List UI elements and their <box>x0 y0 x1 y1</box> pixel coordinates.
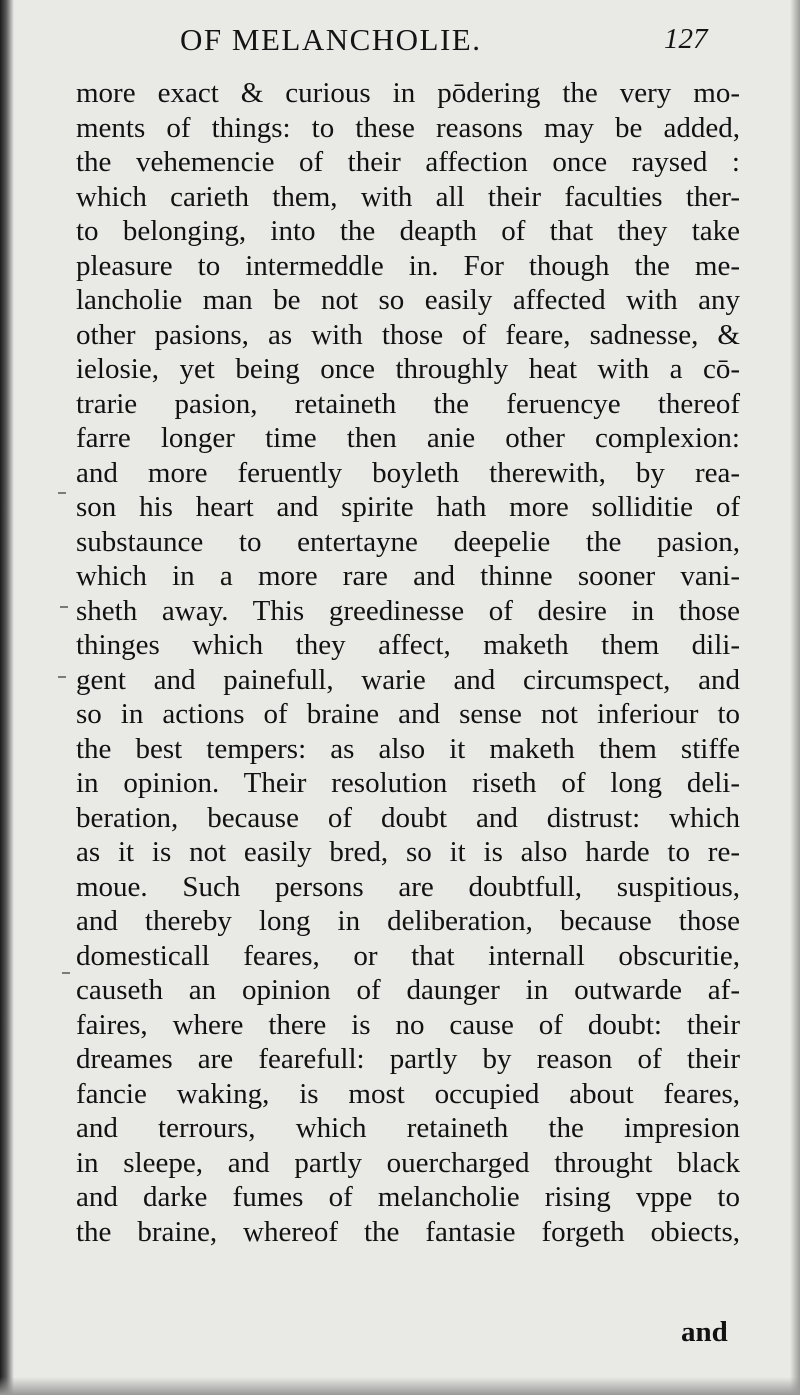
running-head <box>0 22 800 62</box>
text-line: moue. Such persons are doubtfull, suspitious, <box>76 870 740 903</box>
text-line: trarie pasion, retaineth the feruencye thereof <box>76 387 740 420</box>
margin-mark <box>62 972 70 974</box>
catchword-row <box>0 1316 800 1350</box>
text-line: sheth away. This greedinesse of desire in those <box>76 594 740 627</box>
margin-mark <box>58 676 66 678</box>
text-line: so in actions of braine and sense not inferiour to <box>76 698 740 730</box>
text-line: the vehemencie of their affection once raysed : <box>76 146 740 178</box>
text-line: dreames are fearefull: partly by reason of their <box>76 1043 740 1075</box>
margin-mark <box>60 606 68 608</box>
page-bottom-shadow <box>0 1377 800 1395</box>
text-line: other pasions, as with those of feare, sadnesse, & <box>76 318 740 351</box>
text-line: to belonging, into the deapth of that they take <box>76 215 740 247</box>
text-line: fancie waking, is most occupied about feares, <box>76 1077 740 1110</box>
text-line: ments of things: to these reasons may be added, <box>76 111 740 144</box>
catchword: and <box>681 1316 728 1348</box>
text-line: beration, because of doubt and distrust: which <box>76 801 740 834</box>
page-number: 127 <box>664 23 708 55</box>
text-line: and terrours, which retaineth the impresion <box>76 1112 740 1144</box>
text-line: and more feruently boyleth therewith, by rea- <box>76 456 740 489</box>
body-text <box>76 76 740 1249</box>
text-line: ielosie, yet being once throughly heat with a cō- <box>76 353 740 385</box>
text-line: pleasure to intermeddle in. For though the me- <box>76 249 740 282</box>
text-line: thinges which they affect, maketh them dili- <box>76 629 740 661</box>
running-title: OF MELANCHOLIE. <box>180 22 482 57</box>
text-line: farre longer time then anie other complexion: <box>76 422 740 454</box>
text-line: gent and painefull, warie and circumspect, and <box>76 663 740 696</box>
text-line: in opinion. Their resolution riseth of long deli- <box>76 767 740 799</box>
page-gutter-shadow <box>0 0 14 1395</box>
text-line: as it is not easily bred, so it is also harde to re- <box>76 836 740 868</box>
text-line: domesticall feares, or that internall obscuritie, <box>76 939 740 972</box>
text-line: causeth an opinion of daunger in outwarde af- <box>76 974 740 1006</box>
text-line: the braine, whereof the fantasie forgeth obiects, <box>76 1215 740 1248</box>
page-edge-shadow <box>790 0 800 1395</box>
text-line: substaunce to entertayne deepelie the pasion, <box>76 525 740 558</box>
text-line: more exact & curious in pōdering the very mo- <box>76 77 740 109</box>
text-line: and darke fumes of melancholie rising vppe to <box>76 1181 740 1213</box>
text-line: in sleepe, and partly ouercharged throught black <box>76 1146 740 1179</box>
text-line: lancholie man be not so easily affected with any <box>76 284 740 316</box>
text-line: the best tempers: as also it maketh them stiffe <box>76 732 740 765</box>
text-line: and thereby long in deliberation, because those <box>76 905 740 937</box>
text-line: which carieth them, with all their faculties ther- <box>76 180 740 213</box>
text-line: faires, where there is no cause of doubt: their <box>76 1008 740 1041</box>
margin-mark <box>58 492 66 494</box>
text-line: which in a more rare and thinne sooner vani- <box>76 560 740 592</box>
text-line: son his heart and spirite hath more solliditie of <box>76 491 740 523</box>
